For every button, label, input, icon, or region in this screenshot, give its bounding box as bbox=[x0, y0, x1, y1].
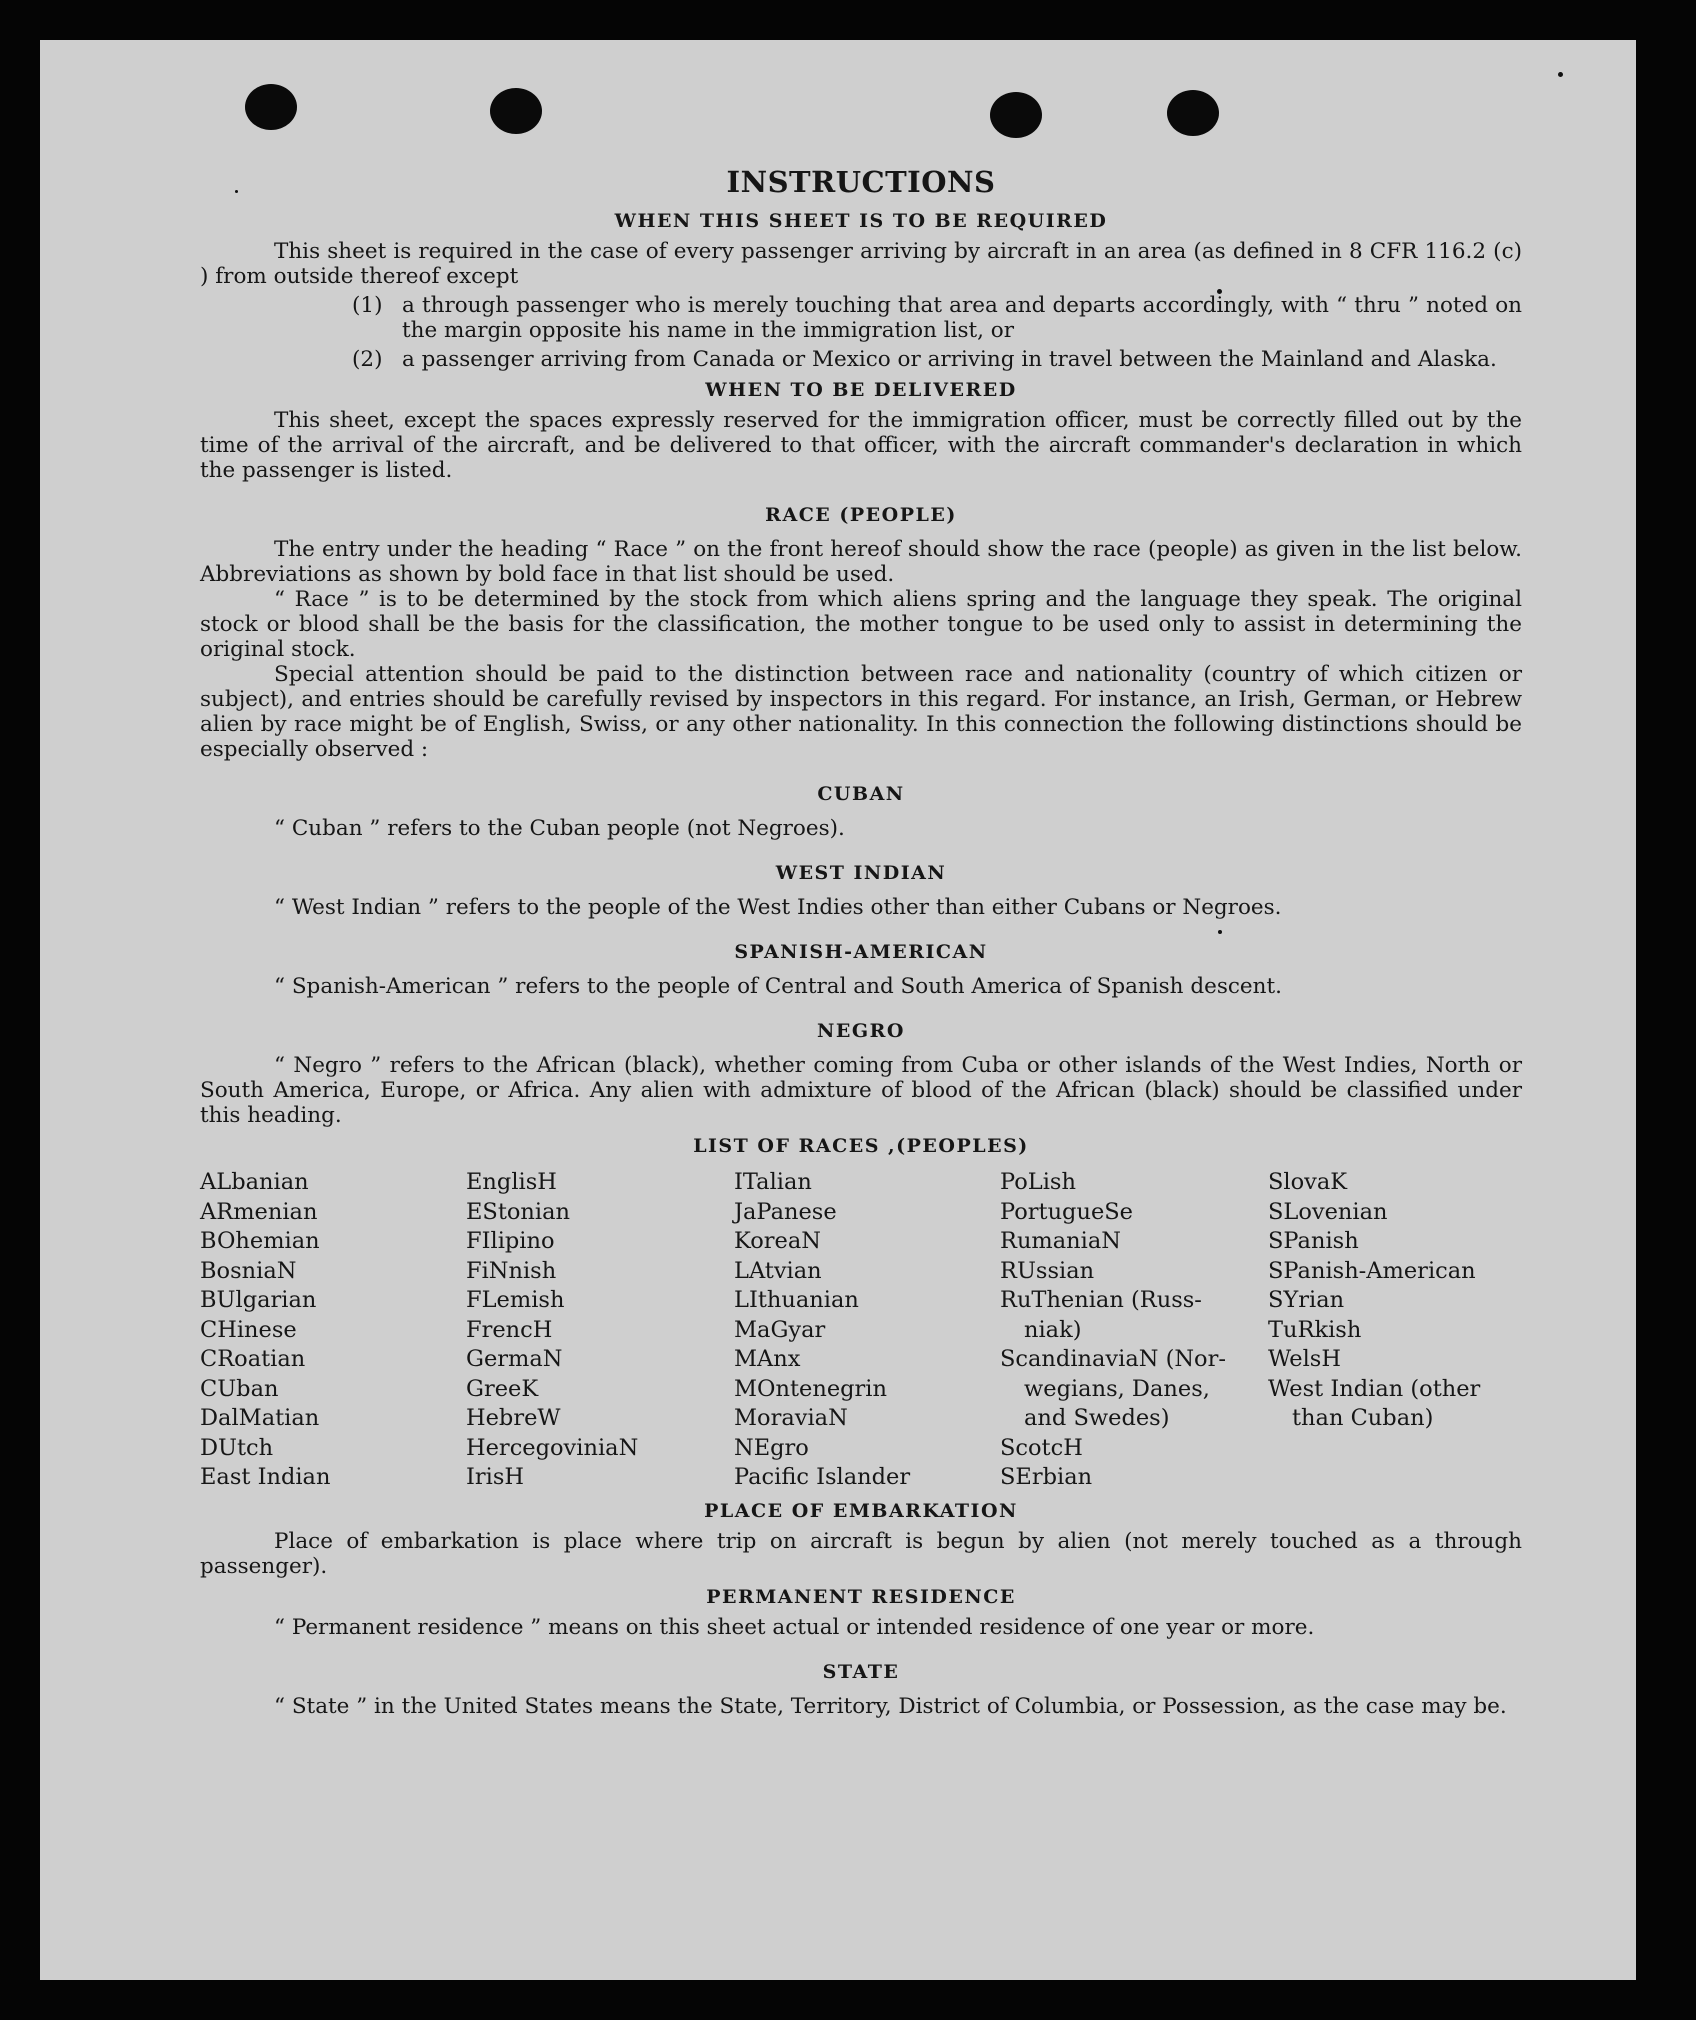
race-entry: BOhemian bbox=[200, 1228, 320, 1254]
race-entry: RUssian bbox=[1000, 1257, 1095, 1284]
race-entry: TuRkish bbox=[1268, 1316, 1362, 1343]
race-entry: DalMatian bbox=[200, 1405, 320, 1431]
race-entry: FLemish bbox=[466, 1287, 565, 1313]
heading-race: RACE (PEOPLE) bbox=[765, 504, 957, 526]
west-indian-text: “ West Indian ” refers to the people of the West Indies other than either Cubans or Negroes. bbox=[274, 895, 1282, 920]
races-column-1 bbox=[200, 1168, 466, 1493]
races-column-3 bbox=[734, 1168, 1000, 1493]
race-entry-continuation: niak) bbox=[1024, 1316, 1082, 1343]
races-column-5 bbox=[1268, 1168, 1522, 1493]
race-entry: FiNnish bbox=[466, 1257, 557, 1284]
race-entry: East Indian bbox=[200, 1464, 331, 1490]
race-entry: ScandinaviaN (Nor- bbox=[1000, 1346, 1226, 1372]
item-text: a passenger arriving from Canada or Mexico or arriving in travel between the Mainland and Alaska. bbox=[402, 347, 1497, 372]
race-entry: FrencH bbox=[466, 1316, 553, 1343]
race-entry: GreeK bbox=[466, 1375, 539, 1402]
heading-cuban: CUBAN bbox=[817, 783, 905, 805]
document-sheet bbox=[40, 40, 1636, 1980]
race-entry: SLovenian bbox=[1268, 1198, 1388, 1225]
race-entry-continuation: wegians, Danes, bbox=[1024, 1375, 1210, 1402]
race-entry: SPanish bbox=[1268, 1228, 1359, 1254]
race-entry: SYrian bbox=[1268, 1287, 1345, 1313]
item-text: a through passenger who is merely touching that area and departs accordingly, with “ thru ” noted on the margin opposite his name in the immigration list, or bbox=[402, 293, 1522, 343]
race-entry-continuation: than Cuban) bbox=[1292, 1405, 1434, 1431]
race-entry: LIthuanian bbox=[734, 1287, 859, 1313]
spanish-american-text: “ Spanish-American ” refers to the people of Central and South America of Spanish descent. bbox=[274, 974, 1282, 999]
race-entry: MAnx bbox=[734, 1346, 801, 1372]
residence-text: “ Permanent residence ” means on this sheet actual or intended residence of one year or more. bbox=[274, 1614, 1315, 1640]
race-entry: ScotcH bbox=[1000, 1434, 1083, 1461]
negro-text: “ Negro ” refers to the African (black), whether coming from Cuba or other islands of the West Indies, North or South America, Europe, or Africa. Any alien with admixture of blood of the African (black) should be classified under this heading. bbox=[200, 1053, 1522, 1128]
race-entry: GermaN bbox=[466, 1346, 563, 1372]
race-entry: Pacific Islander bbox=[734, 1464, 911, 1490]
race-entry: IrisH bbox=[466, 1464, 525, 1490]
heading-embarkation: PLACE OF EMBARKATION bbox=[704, 1499, 1018, 1522]
race-entry: FIlipino bbox=[466, 1228, 555, 1254]
race-entry: EnglisH bbox=[466, 1169, 557, 1195]
heading-when-required: WHEN THIS SHEET IS TO BE REQUIRED bbox=[614, 210, 1108, 232]
race-entry: SPanish-American bbox=[1268, 1257, 1476, 1284]
race-entry: KoreaN bbox=[734, 1228, 821, 1254]
race-entry: PoLish bbox=[1000, 1169, 1076, 1195]
race-entry: CUban bbox=[200, 1375, 279, 1402]
race-entry: HebreW bbox=[466, 1405, 561, 1431]
race-entry: SErbian bbox=[1000, 1464, 1093, 1490]
instructions-content bbox=[200, 165, 1522, 1719]
race-entry: LAtvian bbox=[734, 1257, 822, 1284]
race-entry-continuation: and Swedes) bbox=[1024, 1405, 1170, 1431]
races-list bbox=[200, 1168, 1522, 1493]
item-number: (1) bbox=[352, 293, 383, 318]
heading-negro: NEGRO bbox=[817, 1020, 905, 1042]
heading-residence: PERMANENT RESIDENCE bbox=[706, 1585, 1016, 1608]
race-entry: BUlgarian bbox=[200, 1287, 317, 1313]
embarkation-text: Place of embarkation is place where trip on aircraft is begun by alien (not merely touched as a through passenger). bbox=[200, 1528, 1522, 1579]
heading-west-indian: WEST INDIAN bbox=[775, 862, 947, 884]
punch-hole-2 bbox=[490, 88, 542, 134]
heading-list-of-races: LIST OF RACES ,(PEOPLES) bbox=[693, 1135, 1029, 1157]
race-entry: RuThenian (Russ- bbox=[1000, 1287, 1202, 1313]
race-entry: West Indian (other bbox=[1268, 1375, 1481, 1402]
race-entry: ITalian bbox=[734, 1169, 812, 1195]
heading-state: STATE bbox=[822, 1660, 900, 1683]
race-paragraph-2: “ Race ” is to be determined by the stock from which aliens spring and the language they speak. The original stock or blood shall be the basis for the classification, the mother tongue to be used only to assist in determining the original stock. bbox=[200, 587, 1522, 662]
race-entry: EStonian bbox=[466, 1198, 571, 1225]
item-number: (2) bbox=[352, 347, 383, 372]
exception-item bbox=[200, 293, 1522, 343]
exception-item bbox=[200, 347, 1522, 372]
when-required-intro: This sheet is required in the case of every passenger arriving by aircraft in an area (as defined in 8 CFR 116.2 (c) ) from outside thereof except bbox=[200, 239, 1522, 289]
race-entry: SlovaK bbox=[1268, 1169, 1348, 1195]
race-entry: CRoatian bbox=[200, 1346, 306, 1372]
race-entry: MoraviaN bbox=[734, 1405, 848, 1431]
race-paragraph-1: The entry under the heading “ Race ” on the front hereof should show the race (people) as given in the list below. Abbreviations as shown by bold face in that list should be used. bbox=[200, 537, 1522, 587]
race-entry: ALbanian bbox=[200, 1169, 309, 1195]
race-paragraph-3: Special attention should be paid to the distinction between race and nationality (country of which citizen or subject), and entries should be carefully revised by inspectors in this regard. For instance, an Irish, German, or Hebrew alien by race might be of English, Swiss, or any other nationality. In this connection the following distinctions should be especially observed : bbox=[200, 662, 1522, 762]
page-title: INSTRUCTIONS bbox=[726, 165, 996, 199]
race-entry: BosniaN bbox=[200, 1257, 297, 1284]
race-entry: DUtch bbox=[200, 1434, 274, 1461]
cuban-text: “ Cuban ” refers to the Cuban people (not Negroes). bbox=[274, 816, 845, 841]
race-entry: MaGyar bbox=[734, 1316, 826, 1343]
race-entry: MOntenegrin bbox=[734, 1375, 887, 1402]
state-text: “ State ” in the United States means the State, Territory, District of Columbia, or Possession, as the case may be. bbox=[274, 1693, 1507, 1719]
race-entry: JaPanese bbox=[734, 1198, 837, 1225]
race-entry: HercegoviniaN bbox=[466, 1434, 639, 1461]
punch-hole-4 bbox=[1167, 90, 1219, 136]
race-entry: NEgro bbox=[734, 1434, 809, 1461]
paper-speck bbox=[1558, 72, 1563, 77]
races-column-2 bbox=[466, 1168, 734, 1493]
when-delivered-text: This sheet, except the spaces expressly reserved for the immigration officer, must be correctly filled out by the time of the arrival of the aircraft, and be delivered to that officer, with the aircraft commander's declaration in which the passenger is listed. bbox=[200, 408, 1522, 483]
race-entry: RumaniaN bbox=[1000, 1228, 1121, 1254]
heading-when-delivered: WHEN TO BE DELIVERED bbox=[705, 379, 1017, 401]
heading-spanish-american: SPANISH-AMERICAN bbox=[734, 941, 988, 963]
punch-hole-3 bbox=[990, 92, 1042, 138]
race-entry: ARmenian bbox=[200, 1198, 318, 1225]
punch-hole-1 bbox=[245, 84, 297, 130]
race-entry: CHinese bbox=[200, 1316, 297, 1343]
races-column-4 bbox=[1000, 1168, 1268, 1493]
race-entry: PortugueSe bbox=[1000, 1198, 1134, 1225]
race-entry: WelsH bbox=[1268, 1346, 1341, 1372]
